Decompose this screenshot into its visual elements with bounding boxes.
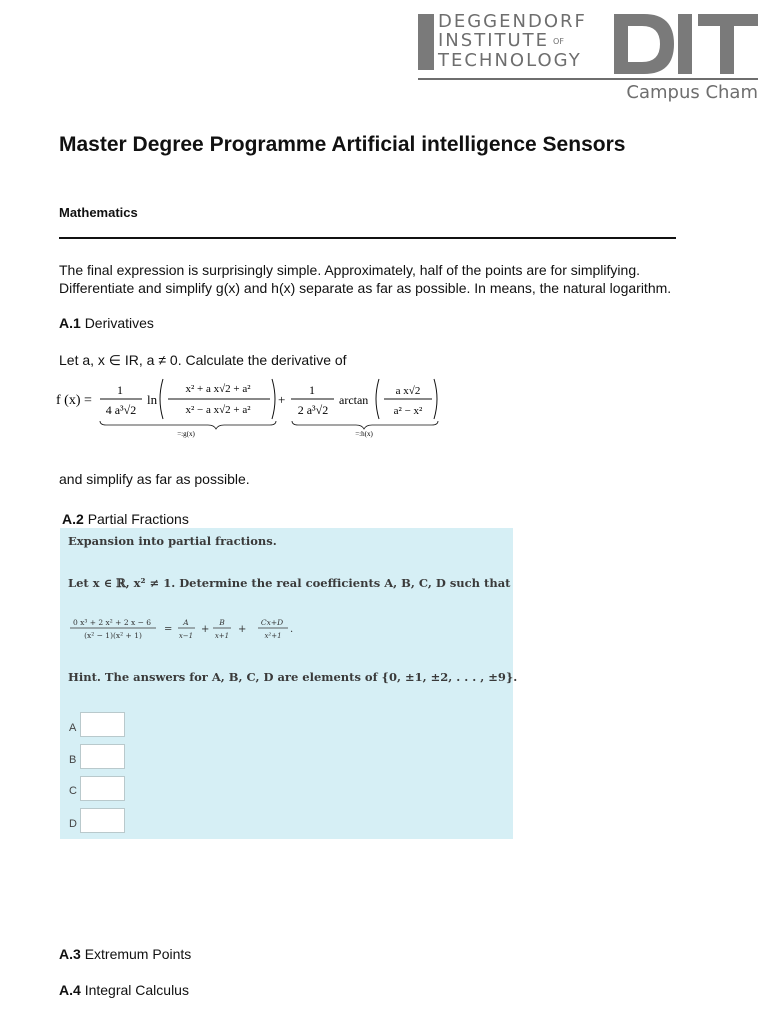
arctan-denominator: a² − x²	[393, 405, 423, 417]
partial-fractions-panel	[60, 528, 518, 839]
coefficient-b-input[interactable]	[80, 744, 125, 769]
frac2-num: 1	[309, 383, 315, 397]
coefficient-d-input[interactable]	[80, 808, 125, 833]
term-b-num: B	[219, 618, 225, 627]
section-a2-heading	[62, 511, 189, 529]
a1-task-text: Let a, x ∈ IR, a ≠ 0. Calculate the derivative of	[59, 352, 347, 368]
section-label: Extremum Points	[84, 946, 192, 962]
svg-text:+: +	[238, 624, 247, 635]
partial-fraction-equation	[68, 616, 328, 642]
section-number: A.1	[59, 315, 81, 331]
panel-heading: Expansion into partial fractions.	[68, 534, 277, 548]
ln-numerator: x² + a x√2 + a²	[185, 383, 251, 395]
dit-monogram-icon	[614, 14, 758, 74]
term-c-den: x²+1	[264, 632, 282, 640]
section-label: Partial Fractions	[87, 511, 189, 527]
field-label-c: C	[69, 785, 77, 797]
section-label: Derivatives	[84, 315, 154, 331]
arctan-numerator: a x√2	[395, 385, 421, 397]
derivative-formula	[56, 374, 456, 444]
panel-hint: Hint. The answers for A, B, C, D are elements of {0, ±1, ±2, . . . , ±9}.	[68, 670, 518, 684]
logo-bar	[418, 14, 434, 70]
field-label-a: A	[69, 722, 77, 734]
logo-line-2: INSTITUTE	[438, 30, 550, 51]
page-title: Master Degree Programme Artificial intelligence Sensors	[59, 133, 626, 156]
field-label-b: B	[69, 754, 77, 766]
field-label-d: D	[69, 818, 77, 830]
formula-lhs: f (x) =	[56, 393, 92, 408]
lhs-denominator: (x² − 1)(x² + 1)	[84, 631, 142, 640]
frac2-den: 2 a³√2	[297, 403, 329, 417]
campus-name: Campus Cham	[626, 82, 758, 103]
svg-text:.: .	[290, 624, 294, 635]
ln-symbol: ln	[147, 392, 158, 407]
coefficient-a-input[interactable]	[80, 712, 125, 737]
section-number: A.2	[62, 511, 84, 527]
section-a1-heading	[59, 315, 154, 333]
frac1-num: 1	[117, 383, 123, 397]
intro-paragraph: The final expression is surprisingly simple. Approximately, half of the points are for simplifying. Differentiate and simplify g(x) and h(x) separate as far as possible. In means, the natural logarithm.	[59, 262, 672, 296]
section-label: Integral Calculus	[84, 982, 189, 998]
divider	[59, 237, 676, 239]
a1-after-text: and simplify as far as possible.	[59, 471, 250, 487]
frac1-den: 4 a³√2	[105, 403, 137, 417]
term-b-den: x+1	[214, 632, 230, 640]
logo-underline	[418, 78, 758, 80]
section-number: A.3	[59, 946, 81, 962]
section-number: A.4	[59, 982, 81, 998]
g-label: =:g(x)	[177, 430, 195, 438]
logo-line-3: TECHNOLOGY	[438, 49, 582, 71]
term-a-num: A	[183, 618, 189, 627]
coefficient-c-input[interactable]	[80, 776, 125, 801]
ln-denominator: x² − a x√2 + a²	[185, 404, 251, 416]
logo-line-1: DEGGENDORF	[438, 11, 587, 32]
svg-text:+: +	[201, 624, 210, 635]
panel-task: Let x ∈ ℝ, x² ≠ 1. Determine the real coefficients A, B, C, D such that	[68, 576, 511, 590]
h-label: =:h(x)	[355, 430, 373, 438]
institute-logo	[418, 12, 758, 104]
section-a3-heading	[59, 946, 191, 964]
term-a-den: x−1	[178, 632, 194, 640]
logo-wordmark	[438, 12, 587, 70]
equals-sign: =	[164, 624, 173, 635]
section-a4-heading	[59, 982, 189, 1000]
lhs-numerator: 0 x³ + 2 x² + 2 x − 6	[72, 618, 152, 627]
logo-of: OF	[553, 36, 564, 46]
arctan-symbol: arctan	[339, 393, 369, 407]
term-c-num: Cx+D	[260, 618, 284, 627]
plus-sign: +	[278, 392, 286, 407]
subject-heading: Mathematics	[59, 205, 138, 220]
